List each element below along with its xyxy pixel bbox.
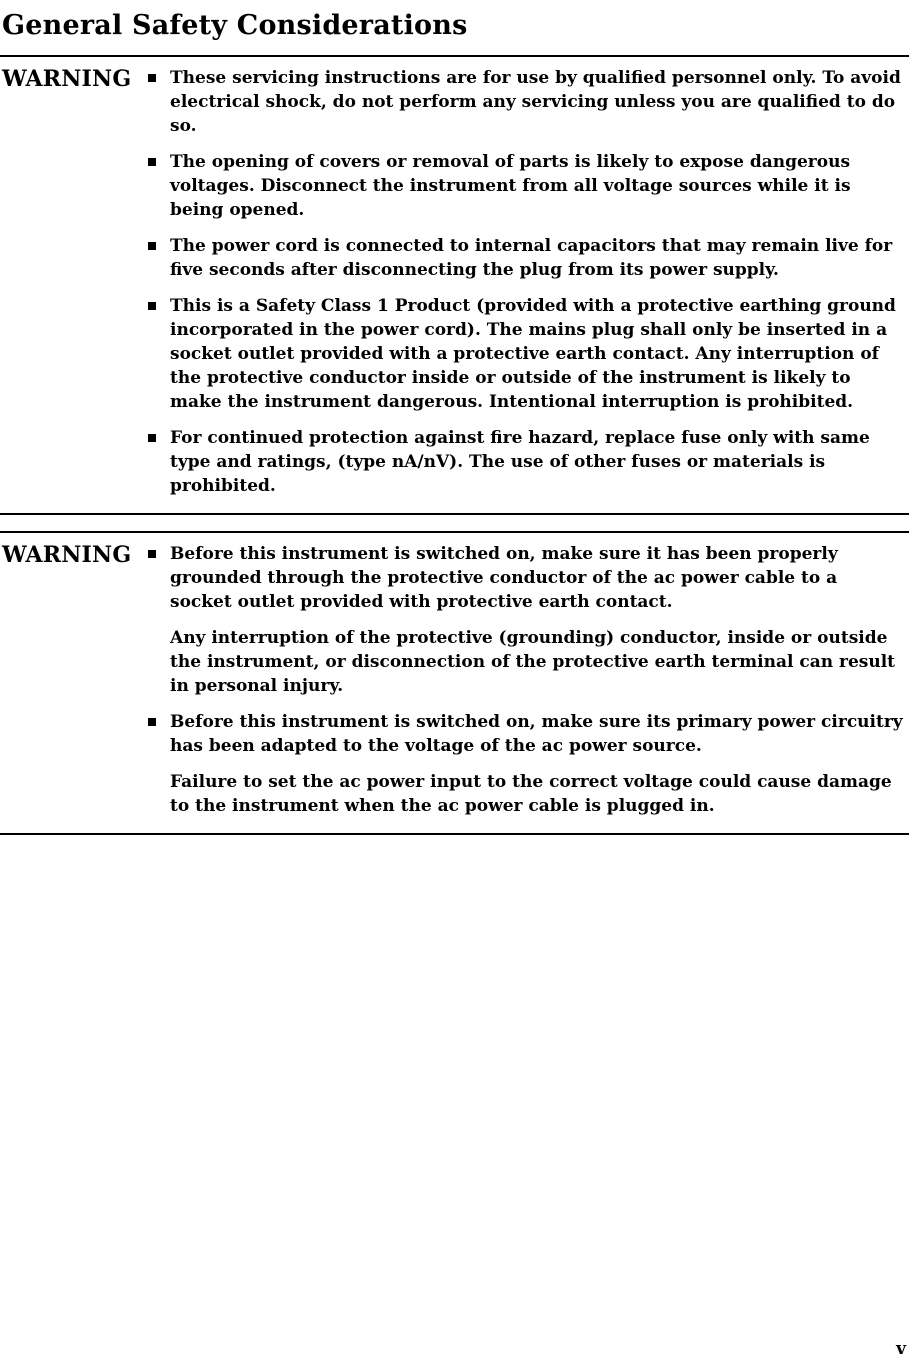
warning-content [148, 542, 909, 818]
square-bullet-icon [148, 74, 156, 82]
list-item [148, 234, 904, 282]
bullet-cell [148, 234, 170, 250]
list-item-text: The opening of covers or removal of parts is likely to expose dangerous voltages. Disconnect the instrument from all voltage sources while it is being opened. [170, 152, 851, 220]
warning-label: WARNING [2, 542, 132, 568]
bullet-cell [148, 626, 170, 634]
bullet-cell [148, 426, 170, 442]
bullet-cell [148, 66, 170, 82]
continuation-paragraph [148, 626, 904, 698]
bullet-cell [148, 710, 170, 726]
continuation-paragraph [148, 770, 904, 818]
bullet-cell [148, 150, 170, 166]
list-item-text: For continued protection against fire hazard, replace fuse only with same type and ratings, (type nA/nV). The use of other fuses or materials is prohibited. [170, 428, 870, 496]
square-bullet-icon [148, 302, 156, 310]
warning-section-1 [0, 57, 909, 513]
list-item [148, 542, 904, 614]
warning-label: WARNING [2, 66, 132, 92]
list-item [148, 150, 904, 222]
list-item-text: Before this instrument is switched on, make sure it has been properly grounded through the protective conductor of the ac power cable to a socket outlet provided with protective earth contact. [170, 544, 838, 612]
square-bullet-icon [148, 718, 156, 726]
warning-section-2 [0, 533, 909, 833]
warning-content [148, 66, 909, 498]
page-title: General Safety Considerations [2, 10, 468, 41]
list-item [148, 426, 904, 498]
square-bullet-icon [148, 434, 156, 442]
list-item-text: This is a Safety Class 1 Product (provided with a protective earthing ground incorporated in the power cord). The mains plug shall only be inserted in a socket outlet provided with a protective earth contact. Any interruption of the protective conductor inside or outside of the instrument is likely to make the instrument dangerous. Intentional interruption is prohibited. [170, 296, 896, 412]
bullet-cell [148, 770, 170, 778]
footer-rule [0, 833, 909, 835]
paragraph-text: Failure to set the ac power input to the correct voltage could cause damage to the instrument when the ac power cable is plugged in. [170, 772, 892, 816]
page-number: v [896, 1339, 906, 1359]
bullet-cell [148, 542, 170, 558]
list-item-text: The power cord is connected to internal capacitors that may remain live for five seconds after disconnecting the plug from its power supply. [170, 236, 893, 280]
list-item-text: Before this instrument is switched on, make sure its primary power circuitry has been adapted to the voltage of the ac power source. [170, 712, 903, 756]
list-item [148, 66, 904, 138]
list-item-text: These servicing instructions are for use by qualified personnel only. To avoid electrical shock, do not perform any servicing unless you are qualified to do so. [170, 68, 901, 136]
square-bullet-icon [148, 550, 156, 558]
list-item [148, 710, 904, 758]
section-divider-gap [0, 515, 909, 531]
list-item [148, 294, 904, 414]
bullet-cell [148, 294, 170, 310]
square-bullet-icon [148, 242, 156, 250]
paragraph-text: Any interruption of the protective (grounding) conductor, inside or outside the instrument, or disconnection of the protective earth terminal can result in personal injury. [170, 628, 896, 696]
square-bullet-icon [148, 158, 156, 166]
